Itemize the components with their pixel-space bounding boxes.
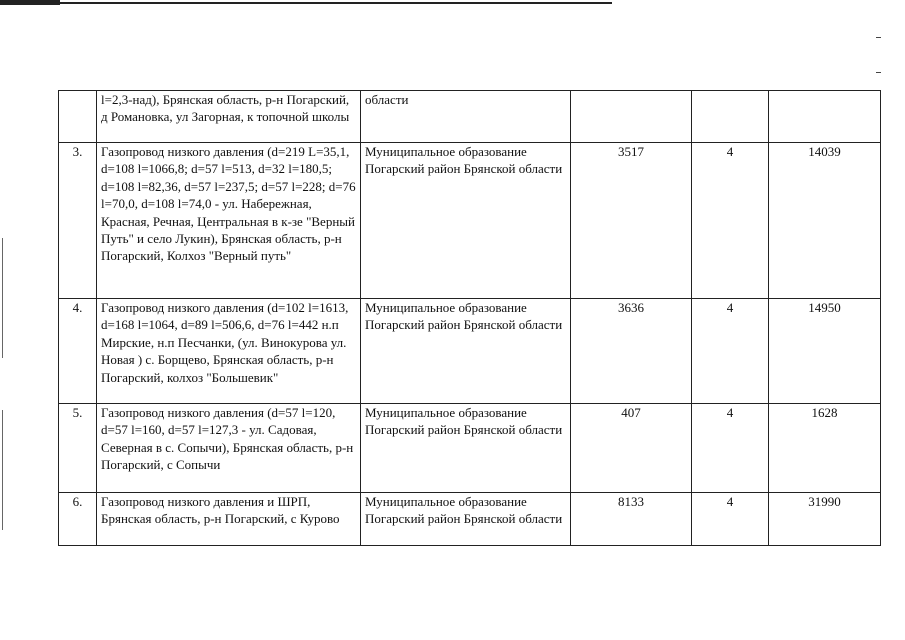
- object-description: Газопровод низкого давления и ШРП, Брянская область, р-н Погарский, с Курово: [97, 493, 361, 546]
- value-col-4: [571, 91, 692, 143]
- row-number: 5.: [59, 404, 97, 493]
- object-description: Газопровод низкого давления (d=57 l=120, d=57 l=160, d=57 l=127,3 - ул. Садовая, Северная в с. Сопычи), Брянская область, р-н Погарский, с Сопычи: [97, 404, 361, 493]
- row-number: [59, 91, 97, 143]
- table-row: [59, 493, 881, 546]
- row-number: 3.: [59, 143, 97, 299]
- table-row: [59, 299, 881, 404]
- value-col-6: [769, 91, 881, 143]
- table-row: [59, 143, 881, 299]
- owner-name: Муниципальное образование Погарский район Брянской области: [361, 299, 571, 404]
- value-col-6: 14950: [769, 299, 881, 404]
- margin-tick: [876, 37, 881, 38]
- scan-edge-line: [2, 238, 3, 358]
- object-description: Газопровод низкого давления (d=102 l=1613, d=168 l=1064, d=89 l=506,6, d=76 l=442 н.п Мирские, н.п Песчанки, (ул. Винокурова ул. Новая ) с. Борщево, Брянская область, р-н Погарский, колхоз "Большевик": [97, 299, 361, 404]
- owner-name: Муниципальное образование Погарский район Брянской области: [361, 143, 571, 299]
- owner-name: области: [361, 91, 571, 143]
- value-col-5: 4: [692, 299, 769, 404]
- value-col-6: 14039: [769, 143, 881, 299]
- table-row: [59, 404, 881, 493]
- object-description: Газопровод низкого давления (d=219 L=35,1, d=108 l=1066,8; d=57 l=513, d=32 l=180,5; d=108 l=82,36, d=57 l=237,5; d=57 l=228; d=76 l=70,0, d=108 l=74,0 - ул. Набережная, Красная, Речная, Центральная в к-зе "Верный Путь" и село Лукин), Брянская область, р-н Погарский, Колхоз "Верный путь": [97, 143, 361, 299]
- value-col-6: 1628: [769, 404, 881, 493]
- owner-name: Муниципальное образование Погарский район Брянской области: [361, 493, 571, 546]
- value-col-5: 4: [692, 143, 769, 299]
- value-col-4: 3517: [571, 143, 692, 299]
- owner-name: Муниципальное образование Погарский район Брянской области: [361, 404, 571, 493]
- value-col-5: [692, 91, 769, 143]
- register-table: [58, 90, 881, 546]
- scan-edge-line: [2, 410, 3, 530]
- table-row: [59, 91, 881, 143]
- margin-tick: [876, 72, 881, 73]
- value-col-4: 8133: [571, 493, 692, 546]
- top-edge-line: [0, 2, 612, 4]
- value-col-5: 4: [692, 493, 769, 546]
- value-col-6: 31990: [769, 493, 881, 546]
- row-number: 4.: [59, 299, 97, 404]
- object-description: l=2,3-над), Брянская область, р-н Погарский, д Романовка, ул Загорная, к топочной школы: [97, 91, 361, 143]
- row-number: 6.: [59, 493, 97, 546]
- value-col-4: 407: [571, 404, 692, 493]
- value-col-5: 4: [692, 404, 769, 493]
- value-col-4: 3636: [571, 299, 692, 404]
